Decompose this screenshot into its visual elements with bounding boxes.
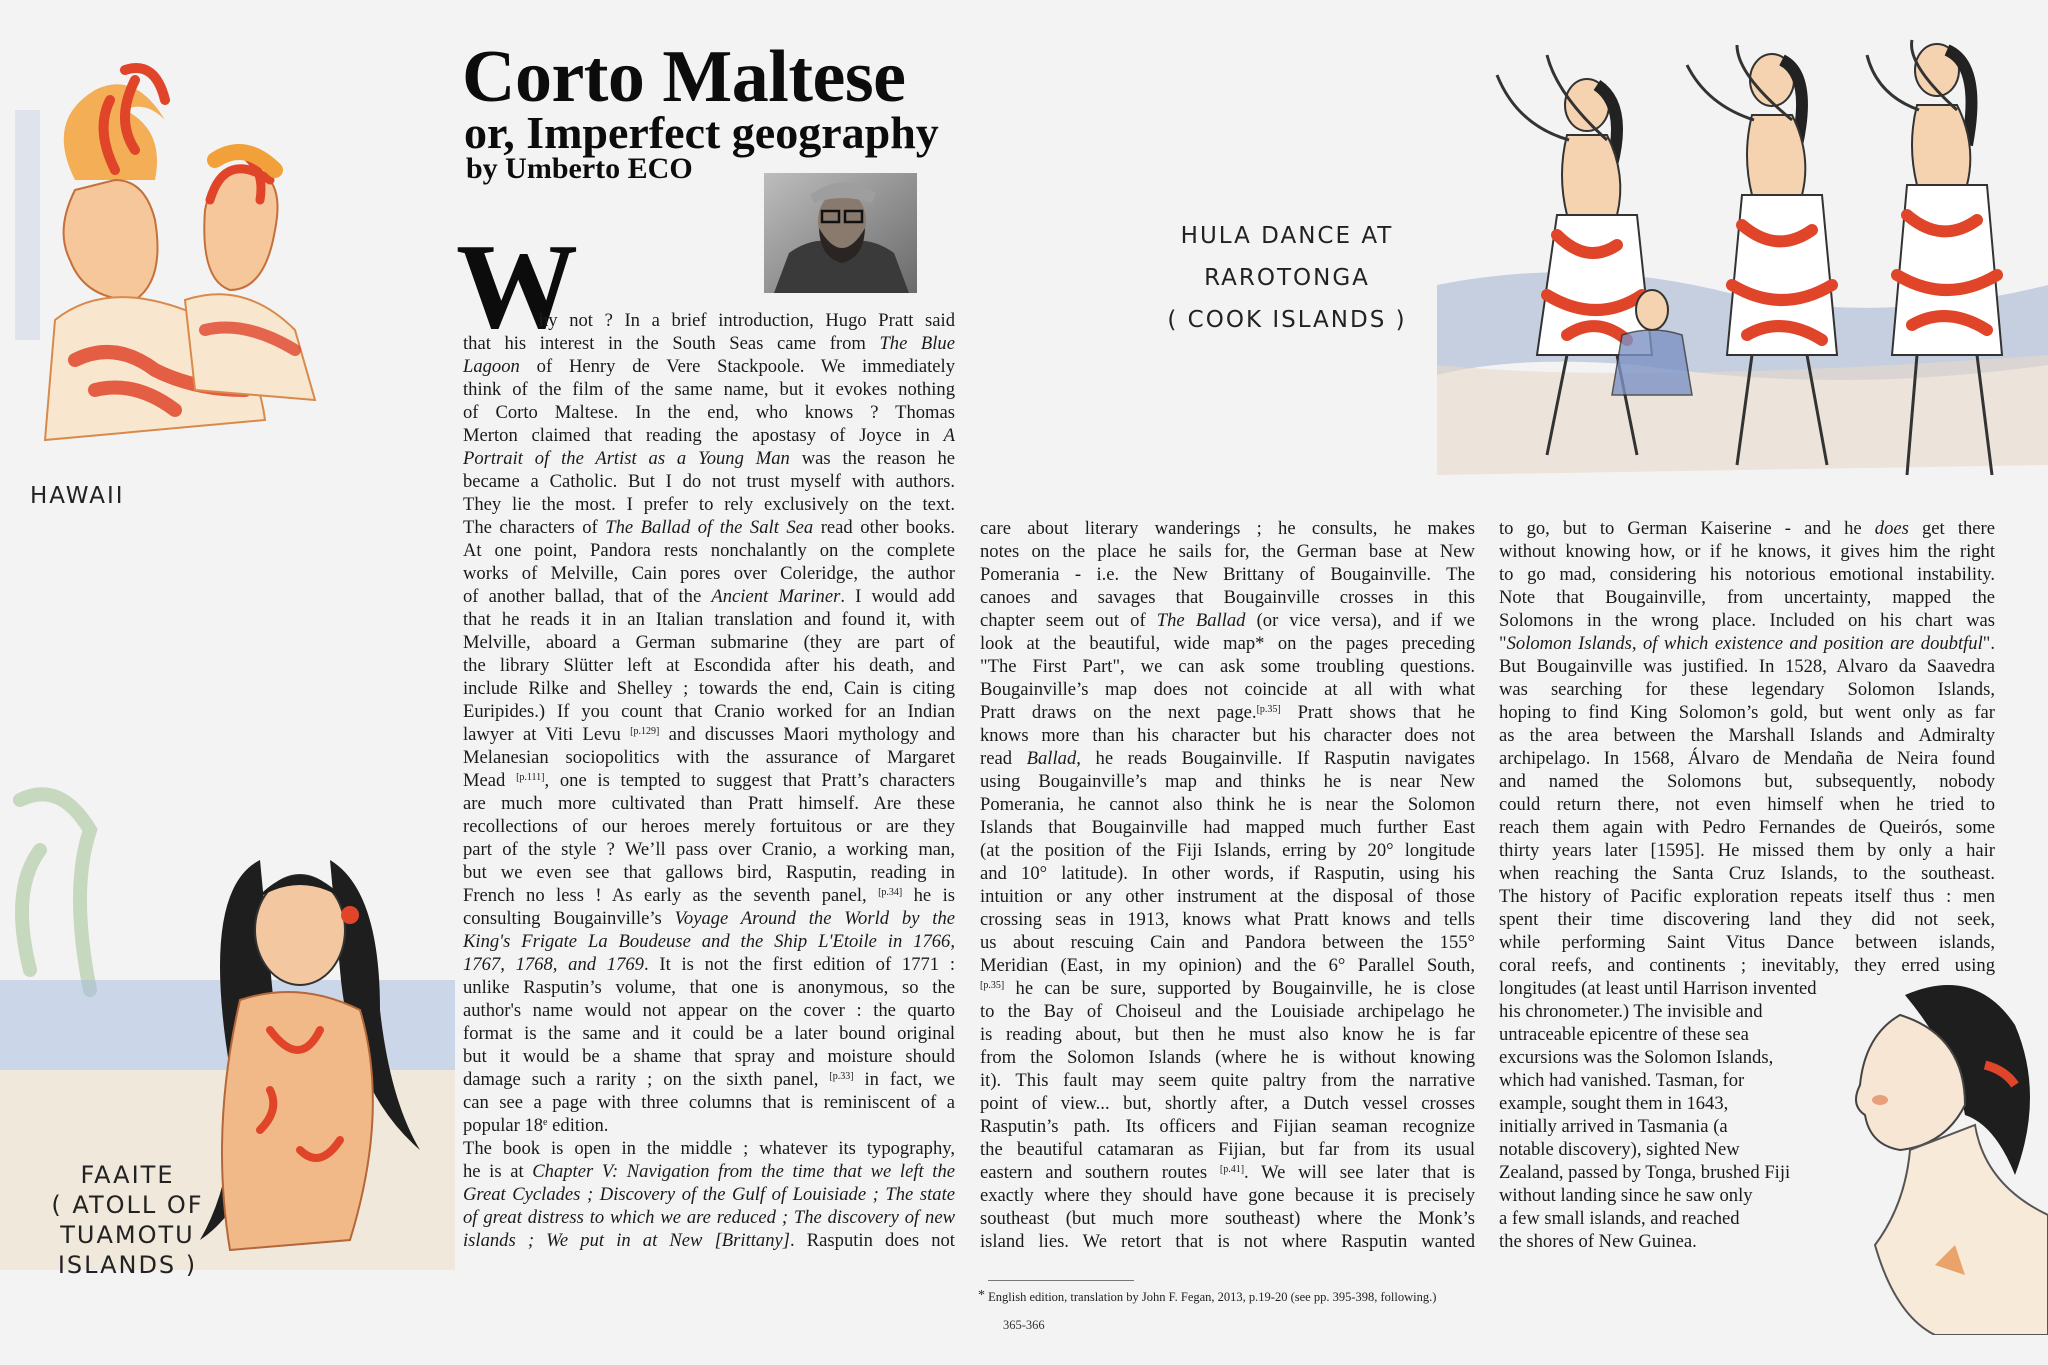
text-line	[463, 1091, 955, 1114]
text-run: "The First Part", we can ask some troubling questions.	[980, 656, 1475, 677]
text-line	[980, 839, 1475, 862]
text-run: part of the style ? We’ll pass over Cranio, a working man,	[463, 839, 955, 860]
text-run: care about literary wanderings ; he consults, he makes	[980, 518, 1475, 539]
text-line	[1499, 517, 1995, 540]
text-line	[463, 1068, 955, 1091]
text-run: recollections of our heroes merely fortuitous or are they	[463, 816, 955, 837]
text-run: example, sought them in 1643,	[1499, 1093, 1729, 1114]
text-line	[1499, 793, 1995, 816]
page-reference: [p.35]	[980, 980, 1005, 991]
text-line	[463, 1160, 955, 1183]
text-line	[980, 1000, 1475, 1023]
text-run: , he reads Bougainville. If Rasputin navigates	[1076, 748, 1475, 769]
text-line	[980, 586, 1475, 609]
footnote	[978, 1288, 1436, 1305]
text-run: can see a page with three columns that is reminiscent of a	[463, 1092, 955, 1113]
text-run: are much more cultivated than Pratt himself. Are these	[463, 793, 955, 814]
page-reference: e	[543, 1117, 548, 1128]
footnote-marker: *	[978, 1288, 985, 1303]
text-line	[1499, 816, 1995, 839]
text-run: read other books.	[813, 517, 956, 538]
text-run: his chronometer.) The invisible and	[1499, 1001, 1763, 1022]
text-line	[1499, 1023, 1859, 1046]
text-run: Pomerania, he cannot also think he is near the Solomon	[980, 794, 1475, 815]
text-run: us about rescuing Cain and Pandora between the 155°	[980, 932, 1475, 953]
text-run: became a Catholic. But I do not trust myself with authors.	[463, 471, 955, 492]
text-line	[463, 424, 955, 447]
hawaii-illustration	[15, 60, 360, 470]
italic-text: A	[943, 425, 955, 446]
text-run: untraceable epicentre of these sea	[1499, 1024, 1749, 1045]
text-line	[463, 1183, 955, 1206]
footnote-text: English edition, translation by John F. Fegan, 2013, p.19-20 (see pp. 395-398, following.)	[988, 1290, 1437, 1304]
text-run: Note that Bougainville, from uncertainty, mapped the	[1499, 587, 1995, 608]
text-run: of Corto Maltese. In the end, who knows ? Thomas	[463, 402, 955, 423]
text-line	[1499, 977, 1859, 1000]
text-line	[980, 1115, 1475, 1138]
text-run: get there	[1908, 518, 1995, 539]
italic-text: Portrait of the Artist as a Young Man	[463, 448, 790, 469]
text-run: to go mad, considering his notorious emotional instability.	[1499, 564, 1995, 585]
italic-text: Lagoon	[463, 356, 520, 377]
text-run: Islands that Bougainville had mapped much further East	[980, 817, 1475, 838]
text-line	[463, 746, 955, 769]
text-line	[463, 608, 955, 631]
text-run: Pomerania - i.e. the New Brittany of Bougainville. The	[980, 564, 1475, 585]
text-line	[1499, 1046, 1859, 1069]
text-line	[980, 655, 1475, 678]
text-line	[463, 470, 955, 493]
caption-faaite-line: ISLANDS )	[57, 1251, 198, 1279]
text-line	[463, 1206, 955, 1229]
text-run: using Bougainville’s map and thinks he is near New	[980, 771, 1475, 792]
article-title: Corto Maltese	[462, 36, 906, 118]
text-line	[463, 332, 955, 355]
italic-text: King's Frigate La Boudeuse and the Ship L'Etoile in 1766,	[463, 931, 955, 952]
text-run: French no less ! As early as the seventh panel,	[463, 885, 879, 906]
text-line	[1499, 747, 1995, 770]
text-line	[463, 792, 955, 815]
text-run: while performing Saint Vitus Dance between islands,	[1499, 932, 1995, 953]
text-line	[1499, 1207, 1859, 1230]
text-line	[463, 309, 955, 332]
text-run: Melville, aboard a German submarine (they are part of	[463, 632, 955, 653]
drop-cap: W	[456, 219, 578, 354]
text-line	[463, 677, 955, 700]
footnote-rule	[988, 1280, 1134, 1281]
text-run: but it would be a shame that spray and moisture should	[463, 1046, 955, 1067]
italic-text: The Ballad of the Salt Sea	[605, 517, 814, 538]
text-line	[980, 678, 1475, 701]
text-line	[463, 654, 955, 677]
text-run: and discusses Maori mythology and	[659, 724, 955, 745]
text-line	[463, 539, 955, 562]
italic-text: Ballad	[1026, 748, 1077, 769]
text-run: edition.	[547, 1115, 609, 1136]
text-run: . We will see later that is	[1244, 1162, 1475, 1183]
text-run: Rasputin’s path. Its officers and Fijian seaman recognize	[980, 1116, 1475, 1137]
text-run: unlike Rasputin’s volume, that one is anonymous, so the	[463, 977, 955, 998]
text-line	[463, 700, 955, 723]
text-run: Bougainville’s map does not coincide at all with what	[980, 679, 1475, 700]
text-line	[980, 1138, 1475, 1161]
text-line	[980, 816, 1475, 839]
text-line	[1499, 563, 1995, 586]
text-line	[1499, 1069, 1859, 1092]
text-run: from the Solomon Islands (where he is without knowing	[980, 1047, 1475, 1068]
text-run: Zealand, passed by Tonga, brushed Fiji	[1499, 1162, 1791, 1183]
text-run: (or vice versa), and if we	[1245, 610, 1475, 631]
text-run: hy not ? In a brief introduction, Hugo Pratt said	[539, 310, 955, 331]
text-run: southeast (but much more southeast) where the Monk’s	[980, 1208, 1475, 1229]
text-run: the beautiful catamaran as Fijian, but far from its usual	[980, 1139, 1475, 1160]
text-run: that his interest in the South Seas came from	[463, 333, 880, 354]
text-line	[1499, 908, 1995, 931]
text-line	[1499, 655, 1995, 678]
caption-hula-line: ( COOK ISLANDS )	[1167, 307, 1407, 333]
text-line	[1499, 1138, 1859, 1161]
text-run: he is	[902, 885, 955, 906]
text-run: canoes and savages that Bougainville crosses in this	[980, 587, 1475, 608]
page-reference: [p.34]	[878, 887, 903, 898]
text-run: works of Melville, Cain pores over Coleridge, the author	[463, 563, 955, 584]
text-run: he can be sure, supported by Bougainville, he is close	[1004, 978, 1475, 999]
text-line	[980, 770, 1475, 793]
text-run: of another ballad, that of the	[463, 586, 712, 607]
text-line	[1499, 632, 1995, 655]
text-line	[1499, 931, 1995, 954]
text-line	[463, 953, 955, 976]
text-line	[463, 516, 955, 539]
text-line	[1499, 678, 1995, 701]
text-run: notable discovery), sighted New	[1499, 1139, 1740, 1160]
caption-hawaii: HAWAII	[30, 483, 125, 509]
text-run: spent their time discovering land they did not seek,	[1499, 909, 1995, 930]
text-line	[980, 701, 1475, 724]
text-run: of Henry de Vere Stackpoole. We immediately	[519, 356, 955, 377]
text-line	[980, 1230, 1475, 1253]
text-line	[980, 1023, 1475, 1046]
text-line	[1499, 1000, 1859, 1023]
text-run: They lie the most. I prefer to rely exclusively on the text.	[463, 494, 955, 515]
author-photo	[764, 173, 917, 293]
text-run: which had vanished. Tasman, for	[1499, 1070, 1745, 1091]
caption-hula	[1137, 215, 1437, 341]
text-line	[1499, 540, 1995, 563]
article-subtitle: or, Imperfect geography	[464, 107, 939, 158]
text-line	[980, 908, 1475, 931]
caption-faaite-line: TUAMOTU	[60, 1221, 195, 1249]
text-run: But Bougainville was justified. In 1528, Alvaro da Saavedra	[1499, 656, 1995, 677]
text-run: Euripides.) If you count that Cranio worked for an Indian	[463, 701, 955, 722]
text-run: Mead	[463, 770, 517, 791]
text-line	[980, 540, 1475, 563]
text-run: think of the film of the same name, but it evokes nothing	[463, 379, 955, 400]
text-line	[1499, 954, 1995, 977]
text-run: was the reason he	[789, 448, 955, 469]
page-numbers: 365-366	[1003, 1318, 1045, 1332]
text-line	[980, 954, 1475, 977]
text-line	[980, 885, 1475, 908]
text-line	[463, 838, 955, 861]
text-column-3-wrapped	[1499, 977, 1859, 1253]
text-line	[463, 585, 955, 608]
text-run: Meridian (East, in my opinion) and the 6° Parallel South,	[980, 955, 1475, 976]
caption-faaite-line: FAAITE	[80, 1161, 175, 1189]
text-line	[463, 493, 955, 516]
text-line	[1499, 701, 1995, 724]
text-run: damage such a rarity ; on the sixth panel,	[463, 1069, 830, 1090]
text-line	[980, 563, 1475, 586]
text-line	[1499, 839, 1995, 862]
page-reference: [p.41]	[1219, 1164, 1245, 1175]
text-run: it). This fault may seem quite paltry from the narrative	[980, 1070, 1475, 1091]
text-line	[463, 401, 955, 424]
text-run: lawyer at Viti Levu	[463, 724, 631, 745]
text-run: . Rasputin does not	[789, 1230, 955, 1251]
text-run: author's name would not appear on the cover : the quarto	[463, 1000, 955, 1021]
text-run: . I would add	[840, 586, 955, 607]
text-line	[1499, 1184, 1859, 1207]
text-run: without landing since he saw only	[1499, 1185, 1753, 1206]
text-run: as the area between the Marshall Islands and Admiralty	[1499, 725, 1995, 746]
text-line	[980, 609, 1475, 632]
italic-text: Great Cyclades ; Discovery of the Gulf of Louisiade ; The state	[463, 1184, 955, 1205]
text-line	[1499, 1230, 1859, 1253]
text-line	[463, 884, 955, 907]
text-line	[463, 631, 955, 654]
text-run: "	[1499, 633, 1507, 654]
text-run: look at the beautiful, wide map* on the pages preceding	[980, 633, 1475, 654]
italic-text: The Blue	[879, 333, 955, 354]
text-line	[980, 1046, 1475, 1069]
text-line	[980, 747, 1475, 770]
text-line	[1499, 862, 1995, 885]
text-line	[463, 976, 955, 999]
text-run: At one point, Pandora rests nonchalantly on the complete	[463, 540, 955, 561]
hula-dance-illustration	[1437, 35, 2048, 505]
text-column-3	[1499, 517, 1995, 977]
text-run: hoping to find King Solomon’s gold, but went only as far	[1499, 702, 1995, 723]
text-run: The book is open in the middle ; whatever its typography,	[463, 1138, 955, 1159]
island-woman-illustration	[1815, 975, 2048, 1335]
text-run: Merton claimed that reading the apostasy of Joyce in	[463, 425, 944, 446]
caption-hula-line: HULA DANCE AT	[1180, 223, 1394, 249]
text-run: to the Bay of Choiseul and the Louisiade archipelago he	[980, 1001, 1475, 1022]
text-run: intuition or any other instrument at the disposal of those	[980, 886, 1475, 907]
text-line	[1499, 885, 1995, 908]
text-run: consulting Bougainville’s	[463, 908, 675, 929]
text-run: , one is tempted to suggest that Pratt’s characters	[544, 770, 955, 791]
text-line	[463, 999, 955, 1022]
italic-text: Solomon Islands, of which existence and position are doubtful	[1506, 633, 1983, 654]
text-line	[1499, 1092, 1859, 1115]
text-line	[980, 1069, 1475, 1092]
text-run: popular 18	[463, 1115, 544, 1136]
text-run: island lies. We retort that is not where Rasputin wanted	[980, 1231, 1475, 1252]
italic-text: Voyage Around the World by the	[674, 908, 955, 929]
text-run: thirty years later [1595]. He missed them by only a hair	[1499, 840, 1995, 861]
text-line	[980, 1184, 1475, 1207]
text-run: is reading about, but then he must also know he is far	[980, 1024, 1475, 1045]
text-run: ".	[1982, 633, 1995, 654]
text-run: crossing seas in 1913, knows what Pratt knows and tells	[980, 909, 1475, 930]
text-run: and 10° latitude). In other words, if Rasputin, using his	[980, 863, 1475, 884]
text-line	[463, 562, 955, 585]
text-line	[980, 1207, 1475, 1230]
text-run: eastern and southern routes	[980, 1162, 1220, 1183]
text-line	[463, 769, 955, 792]
page-reference: [p.33]	[829, 1071, 854, 1082]
text-run: excursions was the Solomon Islands,	[1499, 1047, 1774, 1068]
text-run: could return there, not even himself when he tried to	[1499, 794, 1995, 815]
text-line	[980, 793, 1475, 816]
text-run: and named the Solomons but, subsequently, nobody	[1499, 771, 1995, 792]
italic-text: Ancient Mariner	[711, 586, 841, 607]
italic-text: does	[1874, 518, 1909, 539]
text-line	[463, 1137, 955, 1160]
italic-text: The Ballad	[1156, 610, 1246, 631]
text-run: initially arrived in Tasmania (a	[1499, 1116, 1728, 1137]
text-line	[463, 378, 955, 401]
text-run: the shores of New Guinea.	[1499, 1231, 1697, 1252]
text-run: point of view... but, shortly after, a Dutch vessel crosses	[980, 1093, 1475, 1114]
text-column-2	[980, 517, 1475, 1253]
text-line	[1499, 586, 1995, 609]
text-run: notes on the place he sails for, the German base at New	[980, 541, 1475, 562]
italic-text: islands ; We put in at New [Brittany]	[463, 1230, 790, 1251]
italic-text: of great distress to which we are reduced ; The discovery of new	[463, 1207, 955, 1228]
article-byline: by Umberto ECO	[466, 152, 693, 185]
text-line	[1499, 724, 1995, 747]
text-run: longitudes (at least until Harrison invented	[1499, 978, 1817, 999]
text-line	[980, 862, 1475, 885]
text-line	[463, 861, 955, 884]
text-line	[1499, 609, 1995, 632]
text-line	[463, 355, 955, 378]
text-line	[980, 931, 1475, 954]
page-reference: [p.35]	[1256, 704, 1281, 715]
text-line	[980, 977, 1475, 1000]
text-column-1	[463, 309, 955, 1252]
text-run: knows more than his character but his character does not	[980, 725, 1475, 746]
text-run: archipelago. In 1568, Álvaro de Mendaña de Neira found	[1499, 748, 1995, 769]
italic-text: Chapter V: Navigation from the time that we left the	[532, 1161, 955, 1182]
text-line	[463, 1114, 955, 1137]
text-run: The characters of	[463, 517, 606, 538]
text-line	[1499, 1161, 1859, 1184]
caption-hula-line: RAROTONGA	[1204, 265, 1370, 291]
text-line	[463, 1229, 955, 1252]
text-run: the library Slütter left at Escondida after his death, and	[463, 655, 955, 676]
text-run: he is at	[463, 1161, 533, 1182]
text-run: was searching for these legendary Solomon Islands,	[1499, 679, 1995, 700]
italic-text: 1767, 1768, and 1769	[463, 954, 644, 975]
text-run: Solomons in the wrong place. Included on his chart was	[1499, 610, 1995, 631]
text-run: exactly where they should have gone because it is precisely	[980, 1185, 1475, 1206]
page-reference: [p.129]	[630, 726, 660, 737]
text-run: a few small islands, and reached	[1499, 1208, 1740, 1229]
text-line	[1499, 1115, 1859, 1138]
text-line	[463, 447, 955, 470]
text-run: . It is not the first edition of 1771 :	[643, 954, 955, 975]
caption-faaite	[30, 1160, 225, 1280]
text-run: Pratt shows that he	[1280, 702, 1475, 723]
text-line	[980, 1092, 1475, 1115]
text-run: include Rilke and Shelley ; towards the end, Cain is citing	[463, 678, 955, 699]
text-run: chapter seem out of	[980, 610, 1157, 631]
text-run: but we even see that gallows bird, Rasputin, reading in	[463, 862, 955, 883]
text-run: without knowing how, or if he knows, it gives him the right	[1499, 541, 1995, 562]
text-line	[463, 1022, 955, 1045]
text-run: that he reads it in an Italian translation and found it, with	[463, 609, 955, 630]
text-run: coral reefs, and continents ; inevitably, they erred using	[1499, 955, 1995, 976]
text-line	[980, 517, 1475, 540]
text-run: in fact, we	[853, 1069, 955, 1090]
text-run: (at the position of the Fiji Islands, erring by 20° longitude	[980, 840, 1475, 861]
text-line	[1499, 770, 1995, 793]
text-run: reach them again with Pedro Fernandes de Queirós, some	[1499, 817, 1995, 838]
page-reference: [p.111]	[516, 772, 545, 783]
text-line	[980, 1161, 1475, 1184]
text-run: Pratt draws on the next page.	[980, 702, 1257, 723]
text-line	[463, 723, 955, 746]
text-line	[463, 930, 955, 953]
text-run: when reaching the Santa Cruz Islands, to the southeast.	[1499, 863, 1995, 884]
text-line	[980, 724, 1475, 747]
text-line	[980, 632, 1475, 655]
text-line	[463, 1045, 955, 1068]
text-line	[463, 907, 955, 930]
text-run: to go, but to German Kaiserine - and he	[1499, 518, 1875, 539]
text-run: format is the same and it could be a later bound original	[463, 1023, 955, 1044]
text-run: read	[980, 748, 1027, 769]
caption-faaite-line: ( ATOLL OF	[51, 1191, 204, 1219]
text-run: Melanesian sociopolitics with the assurance of Margaret	[463, 747, 955, 768]
text-line	[463, 815, 955, 838]
text-run: The history of Pacific exploration repeats itself thus : men	[1499, 886, 1995, 907]
